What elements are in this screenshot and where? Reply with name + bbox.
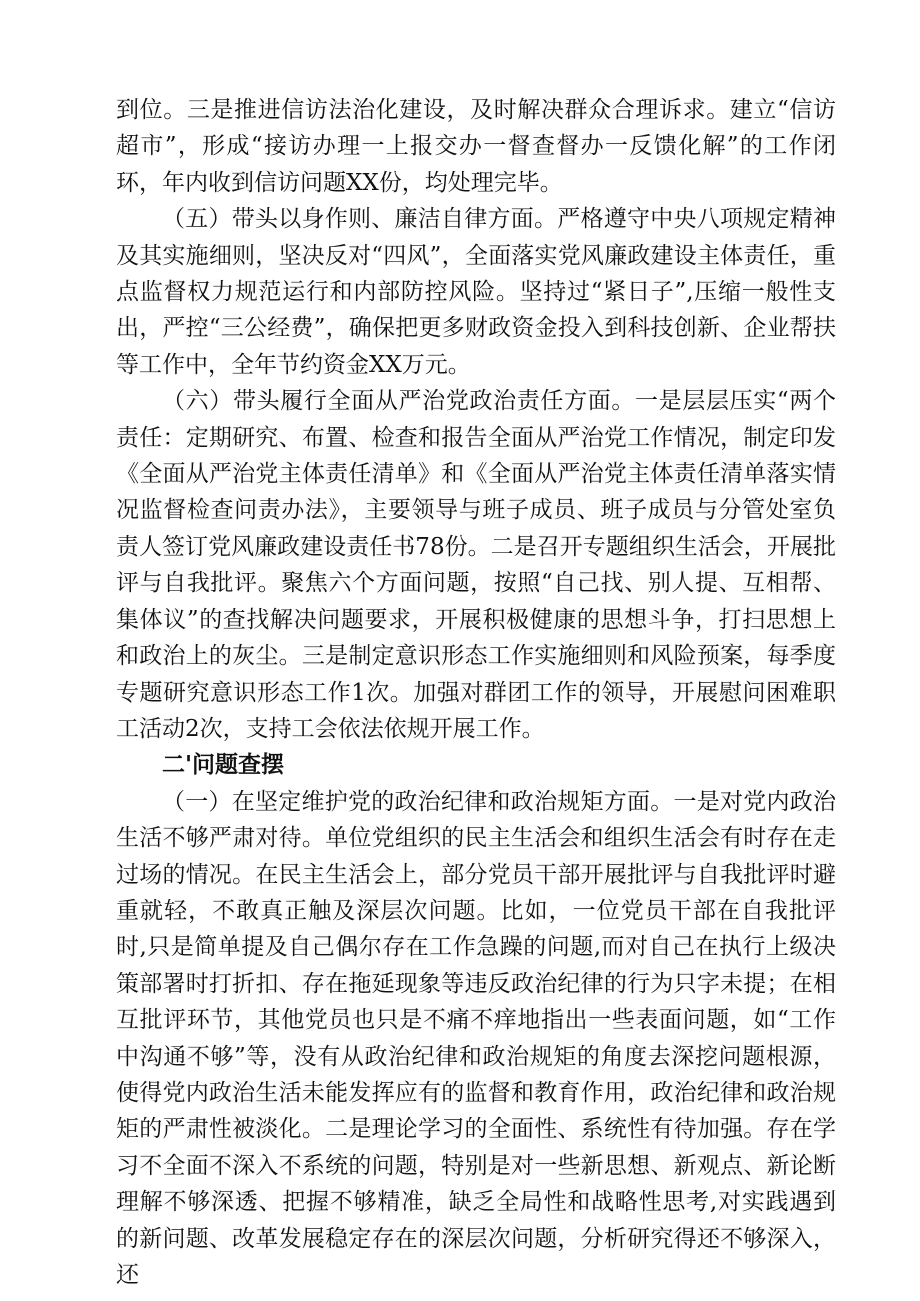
section-heading-problem-check: 二'问题查摆 [162, 752, 285, 779]
paragraph-petition-continuation: 到位。三是推进信访法治化建设，及时解决群众合理诉求。建立“信访超市”，形成“接访办理一上报交办一督查督办一反馈化解”的工作闭环，年内收到信访问题XX份，均处理完毕。 [116, 97, 836, 196]
paragraph-problem-one: （一）在坚定维护党的政治纪律和政治规矩方面。一是对党内政治生活不够严肃对待。单位党组织的民主生活会和组织生活会有时存在走过场的情况。在民主生活会上，部分党员干部开展批评与自我批评时避重就轻，不敢真正触及深层次问题。比如，一位党员干部在自我批评时,只是简单提及自己偶尔存在工作急躁的问题,而对自己在执行上级决策部署时打折扣、存在拖延现象等违反政治纪律的行为只字未提；在相互批评环节，其他党员也只是不痛不痒地指出一些表面问题，如“工作中沟通不够”等，没有从政治纪律和政治规矩的角度去深挖问题根源，使得党内政治生活未能发挥应有的监督和教育作用，政治纪律和政治规矩的严肃性被淡化。二是理论学习的全面性、系统性有待加强。存在学习不全面不深入不系统的问题，特别是对一些新思想、新观点、新论断理解不够深透、把握不够精准，缺乏全局性和战略性思考,对实践遇到的新问题、改革发展稳定存在的深层次问题，分析研究得还不够深入，还 [116, 788, 836, 1288]
paragraph-section-six: （六）带头履行全面从严治党政治责任方面。一是层层压实“两个责任：定期研究、布置、检查和报告全面从严治党工作情况，制定印发《全面从严治党主体责任清单》和《全面从严治党主体责任清单落实情况监督检查问责办法》，主要领导与班子成员、班子成员与分管处室负责人签订党风廉政建设责任书78份。二是召开专题组织生活会，开展批评与自我批评。聚焦六个方面问题，按照“自己找、别人提、互相帮、集体议”的查找解决问题要求，开展积极健康的思想斗争，打扫思想上和政治上的灰尘。三是制定意识形态工作实施细则和风险预案，每季度专题研究意识形态工作1次。加强对群团工作的领导，开展慰问困难职工活动2次，支持工会依法依规开展工作。 [116, 388, 836, 742]
document-body [116, 92, 836, 1293]
paragraph-section-five: （五）带头以身作则、廉洁自律方面。严格遵守中央八项规定精神及其实施细则，坚决反对“四风”，全面落实党风廉政建设主体责任，重点监督权力规范运行和内部防控风险。坚持过“紧日子”,压缩一般性支出，严控“三公经费”，确保把更多财政资金投入到科技创新、企业帮扶等工作中，全年节约资金XX万元。 [116, 206, 836, 378]
